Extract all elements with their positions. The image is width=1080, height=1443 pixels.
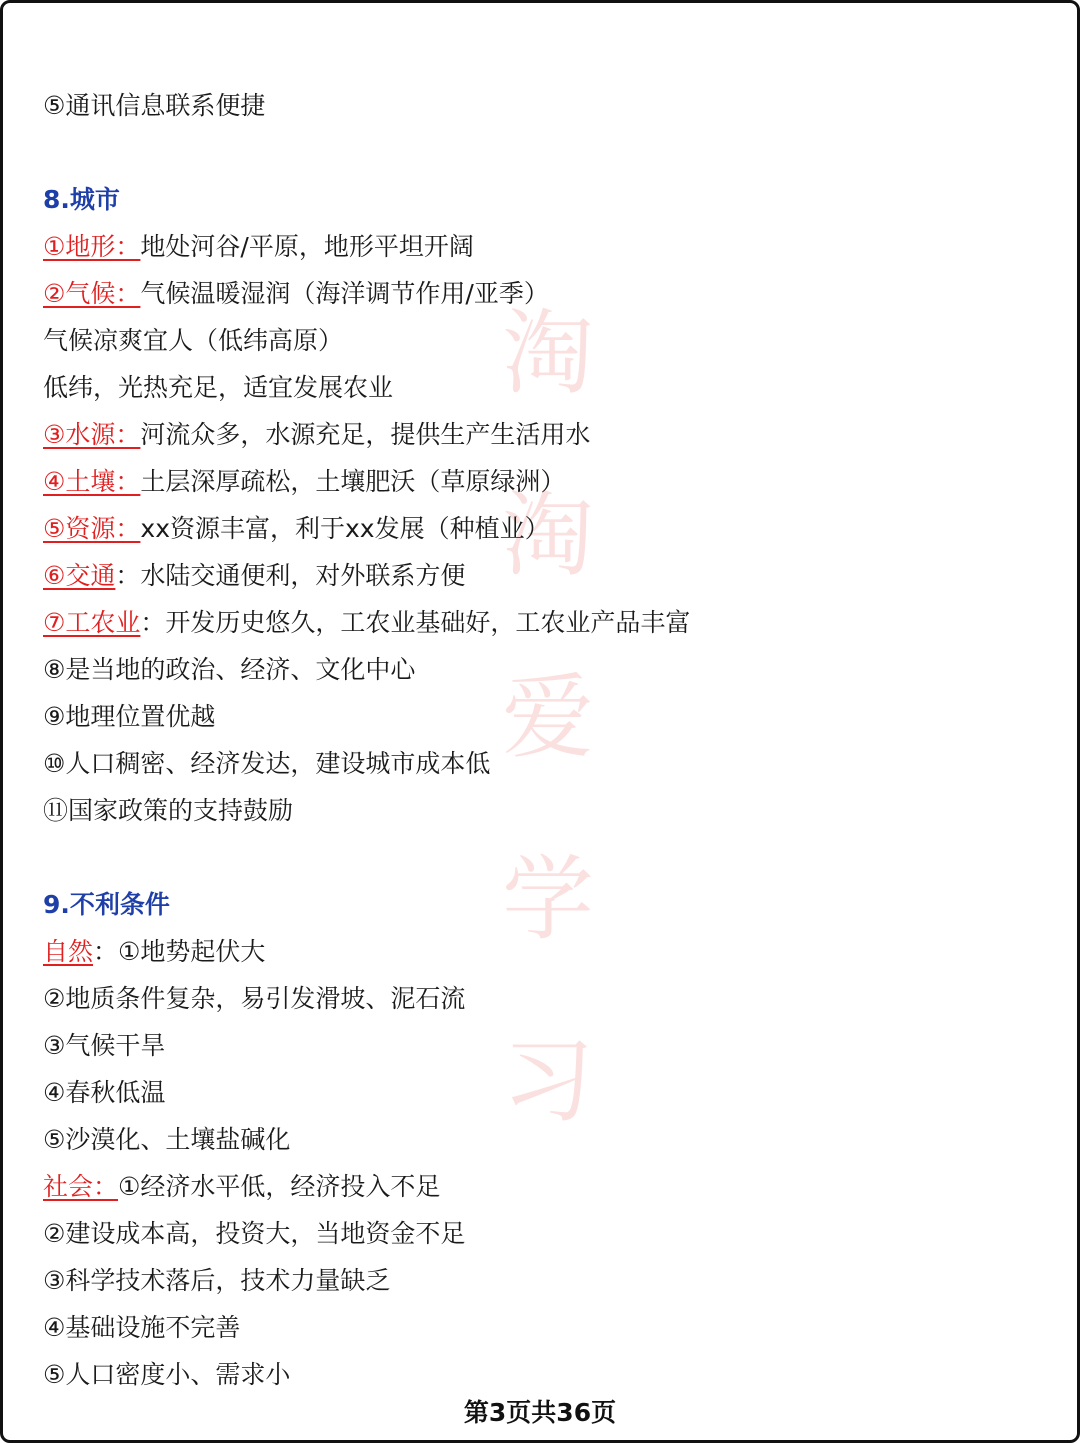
- watermark-char: 淘: [501, 482, 594, 589]
- item-text: ②建设成本高，投资大，当地资金不足: [43, 1219, 466, 1248]
- key-label: 自然: [43, 937, 94, 966]
- list-item: [43, 1116, 1057, 1163]
- list-item: [43, 1069, 1057, 1116]
- list-item: [43, 740, 1057, 787]
- item-text: ⑤人口密度小、需求小: [43, 1360, 291, 1389]
- list-item: [43, 1257, 1057, 1304]
- item-text: ④基础设施不完善: [43, 1313, 241, 1342]
- item-text: ⑪国家政策的支持鼓励: [43, 796, 294, 825]
- list-item: [43, 1304, 1057, 1351]
- page-number: 第3页共36页: [463, 1398, 617, 1427]
- item-text: ③科学技术落后，技术力量缺乏: [43, 1266, 391, 1295]
- item-text: ：水陆交通便利，对外联系方便: [115, 561, 466, 590]
- list-item: [43, 975, 1057, 1022]
- item-text: 气候温暖湿润（海洋调节作用/亚季）: [140, 279, 549, 308]
- list-item: [43, 270, 1057, 317]
- list-item: [43, 458, 1057, 505]
- key-label: ②气候：: [43, 279, 141, 308]
- key-label: ⑦工农业: [43, 608, 141, 637]
- item-text: 低纬，光热充足，适宜发展农业: [43, 373, 394, 402]
- list-item: [43, 693, 1057, 740]
- list-item: [43, 1163, 1057, 1210]
- item-text: 气候凉爽宜人（低纬高原）: [43, 326, 344, 355]
- watermark-char: 习: [501, 1028, 594, 1135]
- list-item: [43, 1351, 1057, 1398]
- item-text: ⑤沙漠化、土壤盐碱化: [43, 1125, 291, 1154]
- watermark-char: 淘: [501, 300, 594, 407]
- unfavorable-conditions-list: [43, 928, 1057, 1398]
- list-item: ⑤通讯信息联系便捷: [43, 91, 266, 120]
- document-content: [43, 82, 1057, 1398]
- watermark-char: 学: [501, 846, 594, 953]
- key-label: ④土壤：: [43, 467, 141, 496]
- item-text: ⑨地理位置优越: [43, 702, 216, 731]
- key-label: ③水源：: [43, 420, 141, 449]
- item-text: xx资源丰富，利于xx发展（种植业）: [140, 514, 550, 543]
- watermark-char: 爱: [501, 664, 594, 771]
- item-text: ④春秋低温: [43, 1078, 166, 1107]
- city-conditions-list: [43, 223, 1057, 834]
- spacer: [43, 129, 1057, 176]
- section-heading-unfavorable: 9.不利条件: [43, 890, 170, 919]
- list-item: [43, 787, 1057, 834]
- key-label: ⑤资源：: [43, 514, 141, 543]
- item-text: 土层深厚疏松，土壤肥沃（草原绿洲）: [140, 467, 566, 496]
- list-item: [43, 223, 1057, 270]
- list-item: [43, 646, 1057, 693]
- item-text: ⑩人口稠密、经济发达，建设城市成本低: [43, 749, 491, 778]
- list-item: [43, 1022, 1057, 1069]
- key-label: 社会：: [43, 1172, 119, 1201]
- list-item: [43, 552, 1057, 599]
- item-text: 地处河谷/平原，地形平坦开阔: [140, 232, 474, 261]
- item-text: ：开发历史悠久，工农业基础好，工农业产品丰富: [140, 608, 691, 637]
- list-item: [43, 317, 1057, 364]
- item-text: ①经济水平低，经济投入不足: [118, 1172, 441, 1201]
- list-item: [43, 505, 1057, 552]
- list-item: [43, 411, 1057, 458]
- list-item: [43, 599, 1057, 646]
- list-item: [43, 1210, 1057, 1257]
- item-text: 河流众多，水源充足，提供生产生活用水: [140, 420, 591, 449]
- list-item: [43, 364, 1057, 411]
- list-item: [43, 928, 1057, 975]
- item-text: ：①地势起伏大: [93, 937, 266, 966]
- item-text: ⑧是当地的政治、经济、文化中心: [43, 655, 416, 684]
- item-text: ②地质条件复杂，易引发滑坡、泥石流: [43, 984, 466, 1013]
- spacer: [43, 834, 1057, 881]
- key-label: ⑥交通: [43, 561, 116, 590]
- item-text: ③气候干旱: [43, 1031, 166, 1060]
- section-heading-city: 8.城市: [43, 185, 120, 214]
- key-label: ①地形：: [43, 232, 141, 261]
